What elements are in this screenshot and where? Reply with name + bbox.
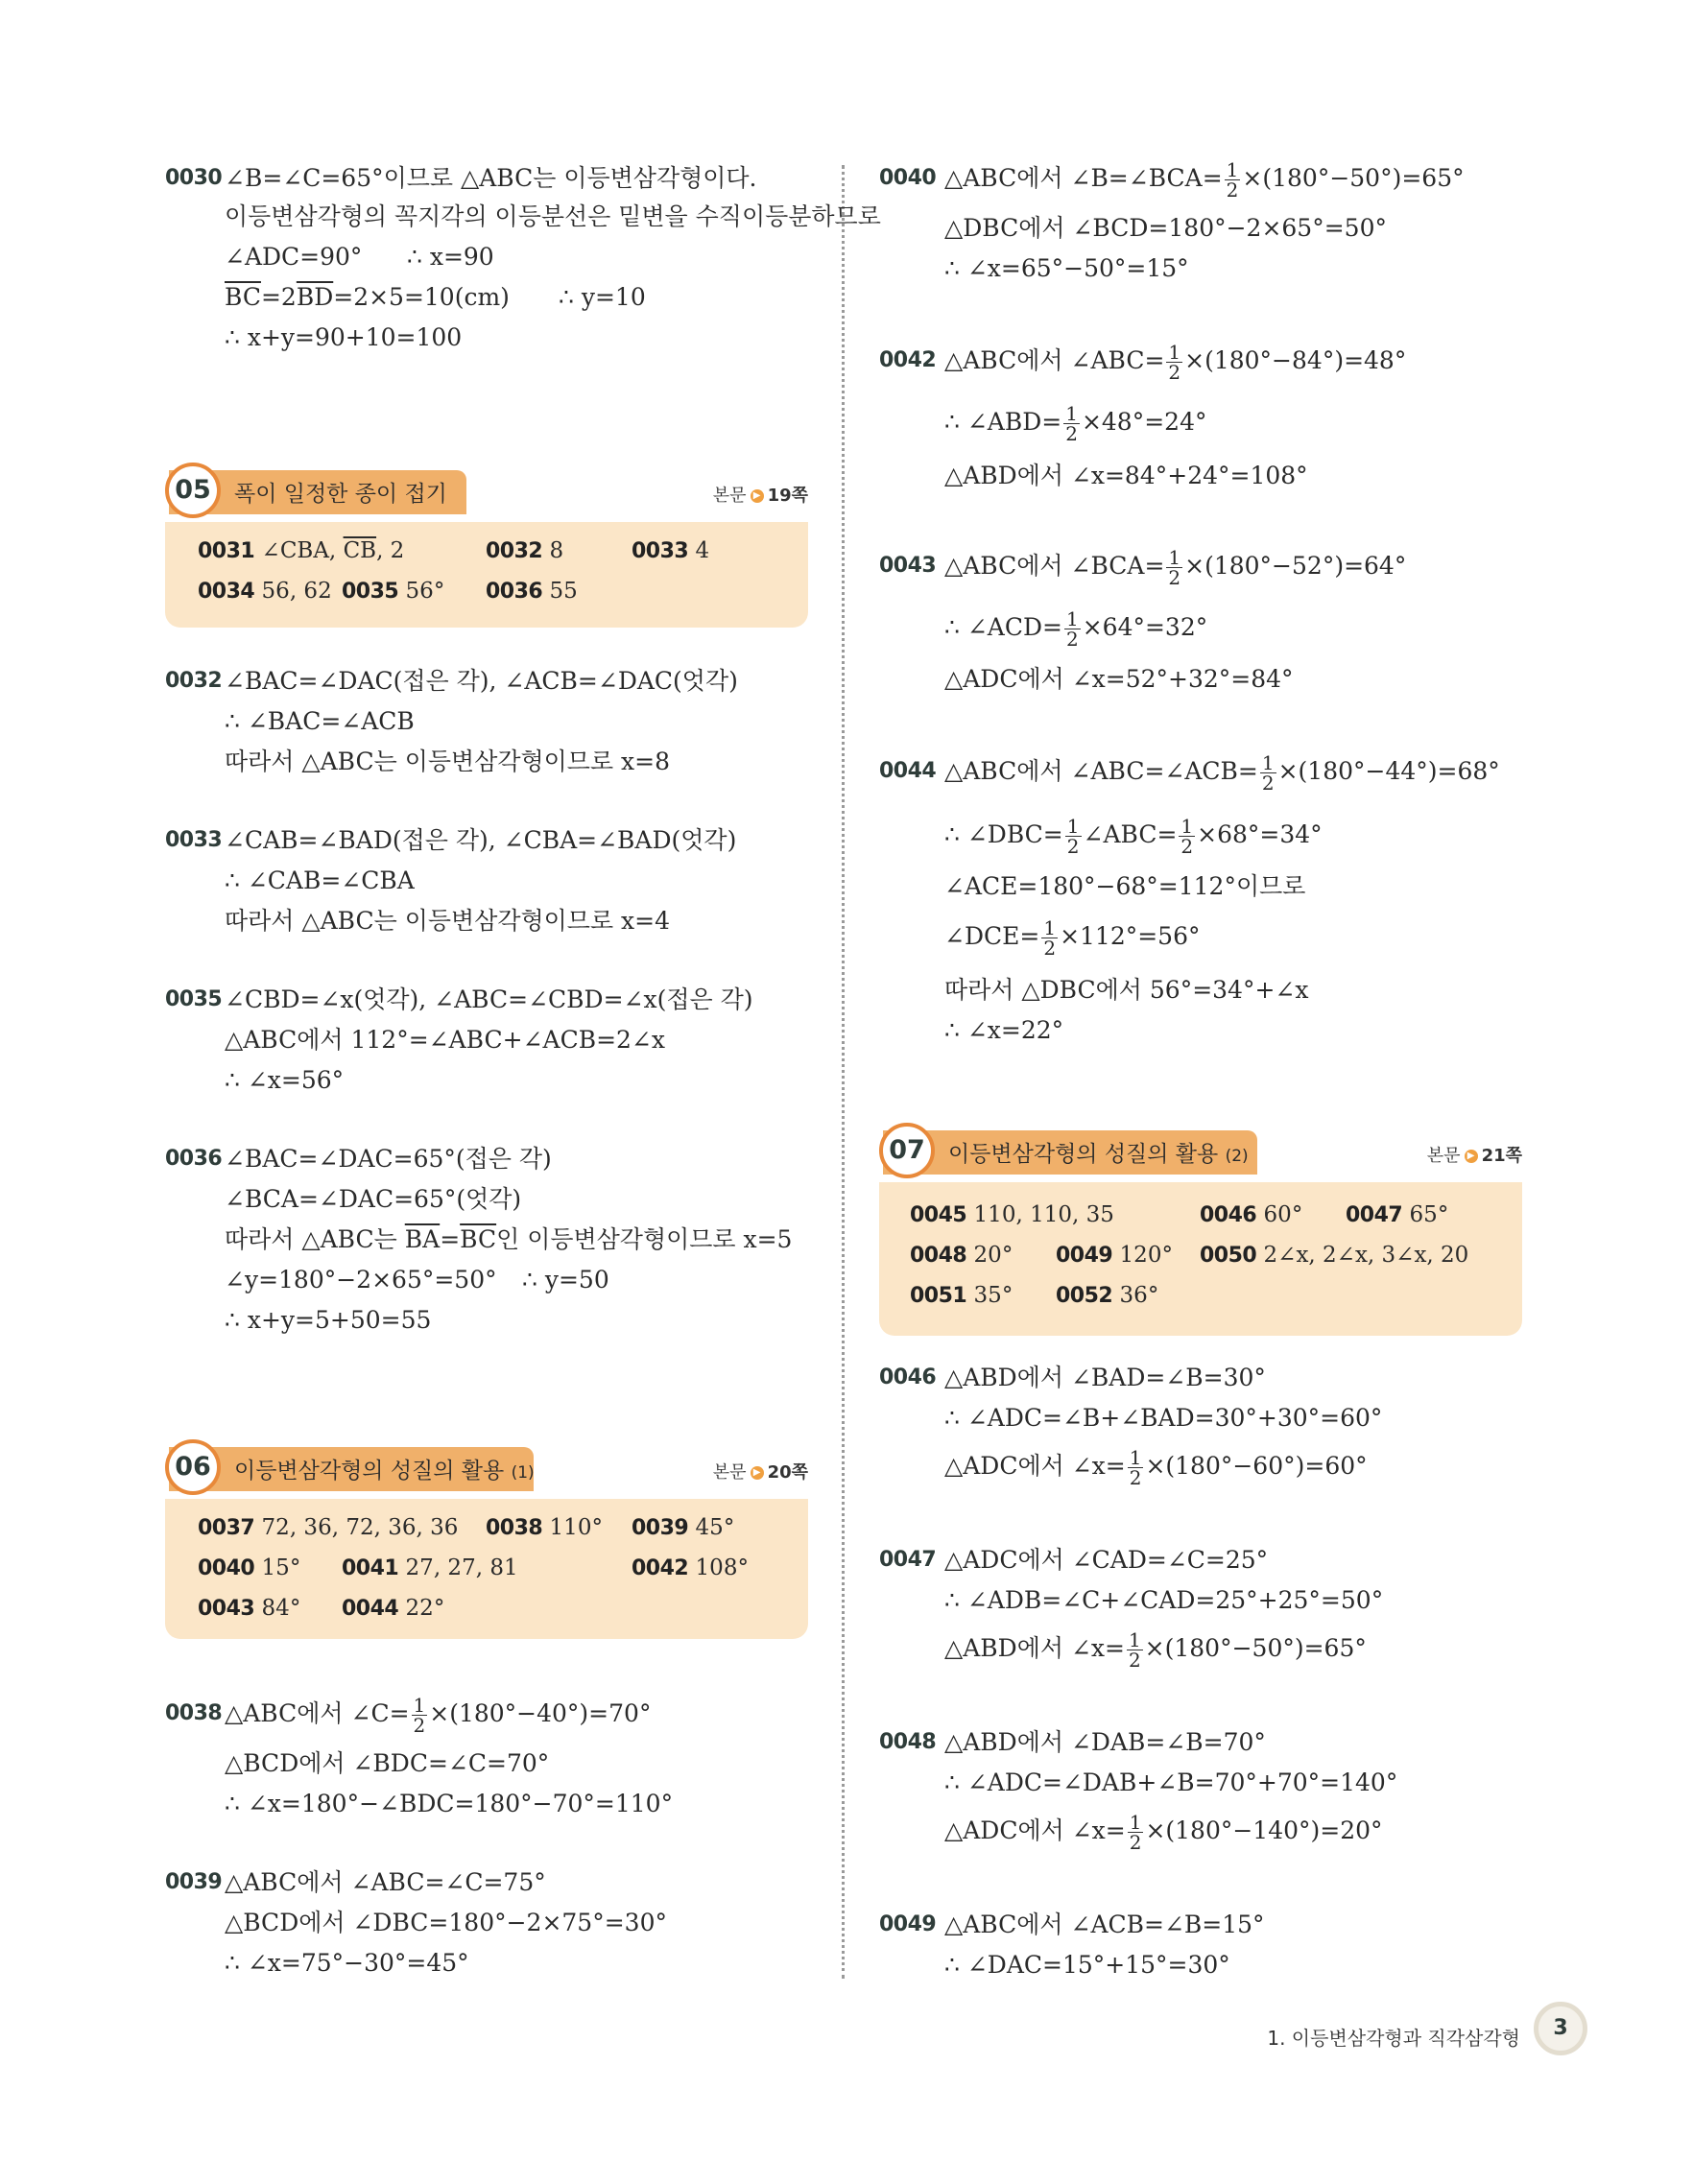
solution-line bbox=[944, 159, 1465, 200]
text: ×64°=32° bbox=[1082, 613, 1208, 641]
answer-box bbox=[165, 1499, 808, 1639]
text: 따라서 △ABC는 bbox=[225, 1225, 405, 1253]
solution-line: ∴ ∠ADC=∠DAB+∠B=70°+70°=140° bbox=[944, 1769, 1398, 1796]
problem-number: 0038 bbox=[165, 1701, 223, 1725]
text: ×48°=24° bbox=[1081, 408, 1207, 436]
denominator: 2 bbox=[1129, 1466, 1142, 1489]
solution-line: 따라서 △ABC는 이등변삼각형이므로 x=4 bbox=[225, 907, 670, 935]
text: ∴ ∠ACD= bbox=[944, 613, 1062, 641]
fraction bbox=[1041, 918, 1058, 958]
answer-number: 0043 bbox=[198, 1597, 255, 1621]
answer-value: 56, 62 bbox=[261, 579, 332, 604]
problem-number: 0042 bbox=[879, 348, 937, 372]
answer-item bbox=[1200, 1196, 1302, 1235]
answer-number: 0036 bbox=[486, 580, 543, 604]
solution-line: △DBC에서 ∠BCD=180°−2×65°=50° bbox=[944, 214, 1387, 242]
denominator: 2 bbox=[1066, 835, 1080, 858]
solution-line: ∴ ∠BAC=∠ACB bbox=[225, 707, 415, 735]
solution-line: 따라서 △DBC에서 56°=34°+∠x bbox=[944, 976, 1309, 1004]
solution-line: ∴ y=10 bbox=[559, 283, 646, 311]
denominator: 2 bbox=[1168, 361, 1181, 384]
problem-number: 0043 bbox=[879, 554, 937, 578]
problem-number: 0047 bbox=[879, 1548, 937, 1572]
numerator: 1 bbox=[1129, 1446, 1142, 1469]
answer-item bbox=[198, 532, 404, 571]
problem-number: 0036 bbox=[165, 1147, 223, 1171]
numerator: 1 bbox=[1065, 607, 1079, 630]
textbook-reference bbox=[713, 482, 808, 507]
section-title bbox=[234, 476, 447, 508]
answer-item bbox=[632, 1508, 734, 1548]
solution-line: ∴ ∠CAB=∠CBA bbox=[225, 866, 415, 894]
text: △ABC에서 ∠ABC= bbox=[944, 346, 1165, 374]
fraction bbox=[1179, 817, 1195, 856]
title-text: 이등변삼각형의 성질의 활용 bbox=[234, 1459, 505, 1484]
solution-line: ∴ x=90 bbox=[407, 243, 494, 271]
fraction bbox=[412, 1696, 428, 1735]
solution-line: ∴ ∠x=56° bbox=[225, 1066, 345, 1094]
answer-number: 0037 bbox=[198, 1516, 255, 1540]
section-title bbox=[234, 1453, 535, 1484]
solution-line: ∴ y=50 bbox=[522, 1266, 609, 1294]
answer-item bbox=[1056, 1276, 1158, 1316]
answer-item bbox=[632, 1549, 749, 1588]
fraction bbox=[1127, 1630, 1143, 1670]
denominator: 2 bbox=[1168, 566, 1181, 589]
text: △ABC에서 ∠B=∠BCA= bbox=[944, 164, 1223, 192]
text: ∴ ∠DBC= bbox=[944, 820, 1063, 848]
text: ∠DCE= bbox=[944, 922, 1040, 950]
solution-line: △ABD에서 ∠BAD=∠B=30° bbox=[944, 1364, 1266, 1391]
solution-line: △BCD에서 ∠DBC=180°−2×75°=30° bbox=[225, 1909, 667, 1936]
solution-line: ∴ ∠x=180°−∠BDC=180°−70°=110° bbox=[225, 1790, 674, 1817]
ref-page: 20쪽 bbox=[767, 1462, 808, 1483]
answer-number: 0040 bbox=[198, 1556, 255, 1580]
answer-number: 0033 bbox=[632, 539, 689, 563]
segment-cb: $\overline{CB}$ bbox=[343, 538, 377, 563]
problem-number: 0046 bbox=[879, 1365, 937, 1389]
solution-line: △ABC에서 ∠ACB=∠B=15° bbox=[944, 1911, 1265, 1938]
solution-line: ∠BAC=∠DAC=65°(접은 각) bbox=[225, 1145, 552, 1173]
numerator: 1 bbox=[1066, 815, 1080, 838]
text: =2 bbox=[260, 283, 297, 311]
numerator: 1 bbox=[1168, 546, 1181, 569]
solution-line bbox=[944, 342, 1406, 382]
section-badge: 07 bbox=[879, 1123, 935, 1178]
denominator: 2 bbox=[1043, 937, 1057, 960]
fraction bbox=[1065, 817, 1082, 856]
answer-value: 35° bbox=[973, 1283, 1013, 1308]
text: ∴ ∠ABD= bbox=[944, 408, 1062, 436]
text: ×(180°−50°)=65° bbox=[1242, 164, 1465, 192]
answer-number: 0046 bbox=[1200, 1203, 1257, 1227]
text: △ADC에서 ∠x= bbox=[944, 1816, 1126, 1844]
textbook-reference bbox=[1427, 1142, 1522, 1167]
section-title bbox=[948, 1136, 1249, 1168]
text: △ADC에서 ∠x= bbox=[944, 1452, 1126, 1480]
ref-page: 21쪽 bbox=[1481, 1146, 1522, 1166]
section-header bbox=[165, 463, 808, 522]
answer-item bbox=[198, 1508, 458, 1548]
answer-value: 27, 27, 81 bbox=[405, 1555, 518, 1580]
solution-line bbox=[225, 278, 510, 317]
answer-value: 15° bbox=[261, 1555, 301, 1580]
ref-label: 본문 bbox=[712, 1462, 747, 1483]
title-text: 폭이 일정한 종이 접기 bbox=[234, 482, 447, 507]
numerator: 1 bbox=[1128, 1628, 1141, 1651]
solution-line bbox=[944, 547, 1406, 587]
answer-number: 0031 bbox=[198, 539, 255, 563]
answer-item bbox=[198, 572, 332, 611]
fraction bbox=[1063, 404, 1080, 443]
answer-value: 36° bbox=[1119, 1283, 1159, 1308]
denominator: 2 bbox=[1226, 178, 1239, 202]
answer-item bbox=[1346, 1196, 1448, 1235]
solution-line: ∠B=∠C=65°이므로 △ABC는 이등변삼각형이다. bbox=[225, 164, 757, 192]
answer-item bbox=[342, 1589, 444, 1628]
text: △ABC에서 ∠BCA= bbox=[944, 552, 1165, 580]
numerator: 1 bbox=[1261, 751, 1275, 774]
numerator: 1 bbox=[413, 1694, 426, 1717]
section-badge: 05 bbox=[165, 463, 221, 518]
problem-number: 0044 bbox=[879, 759, 937, 783]
denominator: 2 bbox=[1261, 772, 1275, 795]
text: =2×5=10(cm) bbox=[333, 283, 510, 311]
denominator: 2 bbox=[1180, 835, 1194, 858]
answer-value: 110° bbox=[549, 1515, 603, 1540]
text: 인 이등변삼각형이므로 x=5 bbox=[496, 1225, 793, 1253]
arrow-icon: ▶ bbox=[751, 489, 764, 503]
answer-number: 0032 bbox=[486, 539, 543, 563]
answer-item bbox=[342, 572, 444, 611]
fraction bbox=[1166, 548, 1182, 587]
arrow-icon: ▶ bbox=[751, 1466, 764, 1480]
answer-item bbox=[342, 1549, 518, 1588]
answer-number: 0048 bbox=[910, 1244, 967, 1268]
ref-label: 본문 bbox=[712, 486, 747, 506]
answer-item bbox=[910, 1196, 1114, 1235]
solution-line bbox=[944, 752, 1500, 793]
solution-line bbox=[944, 1812, 1383, 1852]
denominator: 2 bbox=[1065, 422, 1078, 445]
solution-line: ∴ ∠DAC=15°+15°=30° bbox=[944, 1951, 1230, 1979]
fraction bbox=[1128, 1813, 1144, 1852]
numerator: 1 bbox=[1043, 916, 1057, 939]
solution-line bbox=[944, 816, 1323, 856]
answer-number: 0044 bbox=[342, 1597, 399, 1621]
answer-value: 22° bbox=[405, 1596, 445, 1621]
solution-line: ∠y=180°−2×65°=50° bbox=[225, 1266, 497, 1294]
answer-value: 55 bbox=[549, 579, 578, 604]
text: △ABC에서 ∠C= bbox=[225, 1699, 410, 1727]
answer-number: 0050 bbox=[1200, 1244, 1257, 1268]
problem-number: 0030 bbox=[165, 166, 223, 190]
answer-number: 0052 bbox=[1056, 1284, 1113, 1308]
fraction bbox=[1166, 343, 1182, 382]
answer-number: 0047 bbox=[1346, 1203, 1403, 1227]
problem-number: 0033 bbox=[165, 828, 223, 852]
solution-line: ∠CBD=∠x(엇각), ∠ABC=∠CBD=∠x(접은 각) bbox=[225, 985, 753, 1013]
answer-value: 4 bbox=[695, 538, 710, 563]
denominator: 2 bbox=[413, 1714, 426, 1737]
answer-value: ∠CBA, bbox=[261, 538, 344, 563]
answer-item bbox=[198, 1589, 300, 1628]
numerator: 1 bbox=[1180, 815, 1194, 838]
answer-value: 108° bbox=[695, 1555, 749, 1580]
solution-line: ∠CAB=∠BAD(접은 각), ∠CBA=∠BAD(엇각) bbox=[225, 826, 737, 854]
text: ×(180°−44°)=68° bbox=[1277, 757, 1500, 785]
problem-number: 0048 bbox=[879, 1730, 937, 1754]
answer-number: 0041 bbox=[342, 1556, 399, 1580]
answer-item bbox=[910, 1236, 1013, 1275]
answer-value: 56° bbox=[405, 579, 445, 604]
title-sub: (2) bbox=[1225, 1147, 1249, 1166]
text: = bbox=[440, 1225, 461, 1253]
text: ×(180°−50°)=65° bbox=[1144, 1634, 1367, 1662]
arrow-icon: ▶ bbox=[1465, 1150, 1478, 1163]
solution-line: △ABC에서 112°=∠ABC+∠ACB=2∠x bbox=[225, 1026, 665, 1054]
answer-box bbox=[165, 522, 808, 628]
solution-line bbox=[225, 1221, 792, 1259]
answer-number: 0045 bbox=[910, 1203, 967, 1227]
answer-number: 0049 bbox=[1056, 1244, 1113, 1268]
solution-line: △ABC에서 ∠ABC=∠C=75° bbox=[225, 1868, 546, 1896]
answer-number: 0039 bbox=[632, 1516, 689, 1540]
text: △ABC에서 ∠ABC=∠ACB= bbox=[944, 757, 1258, 785]
answer-value: 72, 36, 72, 36, 36 bbox=[261, 1515, 459, 1540]
solution-line: △BCD에서 ∠BDC=∠C=70° bbox=[225, 1749, 550, 1777]
text: △ABD에서 ∠x= bbox=[944, 1634, 1125, 1662]
text: ×68°=34° bbox=[1197, 820, 1323, 848]
answer-value: 8 bbox=[549, 538, 564, 563]
solution-line: ∠BAC=∠DAC(접은 각), ∠ACB=∠DAC(엇각) bbox=[225, 667, 738, 695]
problem-number: 0039 bbox=[165, 1870, 223, 1894]
text: ×(180°−40°)=70° bbox=[429, 1699, 652, 1727]
numerator: 1 bbox=[1168, 341, 1181, 364]
text: ×(180°−52°)=64° bbox=[1184, 552, 1407, 580]
section-badge: 06 bbox=[165, 1439, 221, 1495]
solution-line: ∴ x+y=5+50=55 bbox=[225, 1306, 432, 1334]
numerator: 1 bbox=[1065, 402, 1078, 425]
column-divider bbox=[842, 165, 845, 1979]
solution-line bbox=[225, 1695, 651, 1735]
answer-value: 110, 110, 35 bbox=[973, 1202, 1114, 1227]
answer-value: 65° bbox=[1409, 1202, 1449, 1227]
answer-number: 0051 bbox=[910, 1284, 967, 1308]
answer-item bbox=[910, 1276, 1013, 1316]
section-header bbox=[879, 1123, 1522, 1182]
denominator: 2 bbox=[1128, 1649, 1141, 1672]
chapter-footer: 1. 이등변삼각형과 직각삼각형 bbox=[1267, 2027, 1520, 2050]
answer-value: 120° bbox=[1119, 1243, 1173, 1268]
solution-line bbox=[944, 608, 1207, 649]
answer-item bbox=[486, 532, 563, 571]
text: ×(180°−60°)=60° bbox=[1145, 1452, 1368, 1480]
answer-value: 84° bbox=[261, 1596, 301, 1621]
solution-line: △ABD에서 ∠x=84°+24°=108° bbox=[944, 462, 1308, 489]
answer-number: 0038 bbox=[486, 1516, 543, 1540]
answer-item bbox=[486, 572, 578, 611]
problem-number: 0032 bbox=[165, 669, 223, 693]
solution-line: 이등변삼각형의 꼭지각의 이등분선은 밑변을 수직이등분하므로 bbox=[225, 202, 881, 230]
solution-line: 따라서 △ABC는 이등변삼각형이므로 x=8 bbox=[225, 748, 670, 775]
answer-value: , 2 bbox=[376, 538, 405, 563]
section-header bbox=[165, 1439, 808, 1499]
text: ∠ABC= bbox=[1083, 820, 1178, 848]
solution-line: △ADC에서 ∠x=52°+32°=84° bbox=[944, 665, 1294, 693]
solution-line bbox=[944, 917, 1201, 958]
fraction bbox=[1064, 609, 1081, 649]
page-number: 3 bbox=[1534, 2002, 1587, 2055]
problem-number: 0035 bbox=[165, 987, 223, 1011]
solution-line: △ADC에서 ∠CAD=∠C=25° bbox=[944, 1546, 1269, 1574]
solution-line: ∴ x+y=90+10=100 bbox=[225, 323, 463, 351]
answer-item bbox=[632, 532, 709, 571]
problem-number: 0049 bbox=[879, 1912, 937, 1936]
title-text: 이등변삼각형의 성질의 활용 bbox=[948, 1142, 1219, 1167]
solution-line: ∴ ∠ADC=∠B+∠BAD=30°+30°=60° bbox=[944, 1404, 1383, 1432]
textbook-reference bbox=[713, 1459, 808, 1484]
problem-number: 0040 bbox=[879, 166, 937, 190]
answer-item bbox=[1056, 1236, 1173, 1275]
segment-bc: $\overline{BC}$ bbox=[460, 1225, 497, 1253]
solution-line: ∴ ∠x=75°−30°=45° bbox=[225, 1949, 469, 1977]
segment-bc: $\overline{BC}$ bbox=[225, 283, 261, 311]
solution-line bbox=[944, 1629, 1367, 1670]
segment-bd: $\overline{BD}$ bbox=[296, 283, 334, 311]
denominator: 2 bbox=[1129, 1831, 1142, 1854]
denominator: 2 bbox=[1065, 628, 1079, 651]
numerator: 1 bbox=[1129, 1811, 1142, 1834]
solution-line: ∴ ∠x=22° bbox=[944, 1016, 1064, 1044]
fraction bbox=[1225, 160, 1241, 200]
answer-value: 60° bbox=[1263, 1202, 1303, 1227]
solution-line: ∠ADC=90° bbox=[225, 243, 363, 271]
numerator: 1 bbox=[1226, 158, 1239, 181]
ref-page: 19쪽 bbox=[767, 486, 808, 506]
answer-item bbox=[1200, 1236, 1468, 1275]
answer-item bbox=[486, 1508, 603, 1548]
solution-line bbox=[944, 1447, 1368, 1487]
solution-line: ∠BCA=∠DAC=65°(엇각) bbox=[225, 1185, 522, 1213]
text: ×(180°−140°)=20° bbox=[1145, 1816, 1383, 1844]
text: ×(180°−84°)=48° bbox=[1184, 346, 1407, 374]
answer-value: 2∠x, 2∠x, 3∠x, 20 bbox=[1263, 1243, 1469, 1268]
solution-line: ∠ACE=180°−68°=112°이므로 bbox=[944, 872, 1306, 900]
solution-line: ∴ ∠ADB=∠C+∠CAD=25°+25°=50° bbox=[944, 1586, 1384, 1614]
text: ×112°=56° bbox=[1060, 922, 1201, 950]
answer-item bbox=[198, 1549, 300, 1588]
answer-number: 0042 bbox=[632, 1556, 689, 1580]
solution-line bbox=[944, 403, 1206, 443]
answer-value: 20° bbox=[973, 1243, 1013, 1268]
ref-label: 본문 bbox=[1426, 1146, 1461, 1166]
answer-number: 0034 bbox=[198, 580, 255, 604]
fraction bbox=[1128, 1448, 1144, 1487]
solution-line: ∴ ∠x=65°−50°=15° bbox=[944, 254, 1189, 282]
segment-ba: $\overline{BA}$ bbox=[404, 1225, 441, 1253]
title-sub: (1) bbox=[511, 1463, 535, 1483]
answer-value: 45° bbox=[695, 1515, 735, 1540]
answer-box bbox=[879, 1182, 1522, 1336]
answer-number: 0035 bbox=[342, 580, 399, 604]
fraction bbox=[1260, 753, 1276, 793]
solution-line: △ABD에서 ∠DAB=∠B=70° bbox=[944, 1728, 1266, 1756]
